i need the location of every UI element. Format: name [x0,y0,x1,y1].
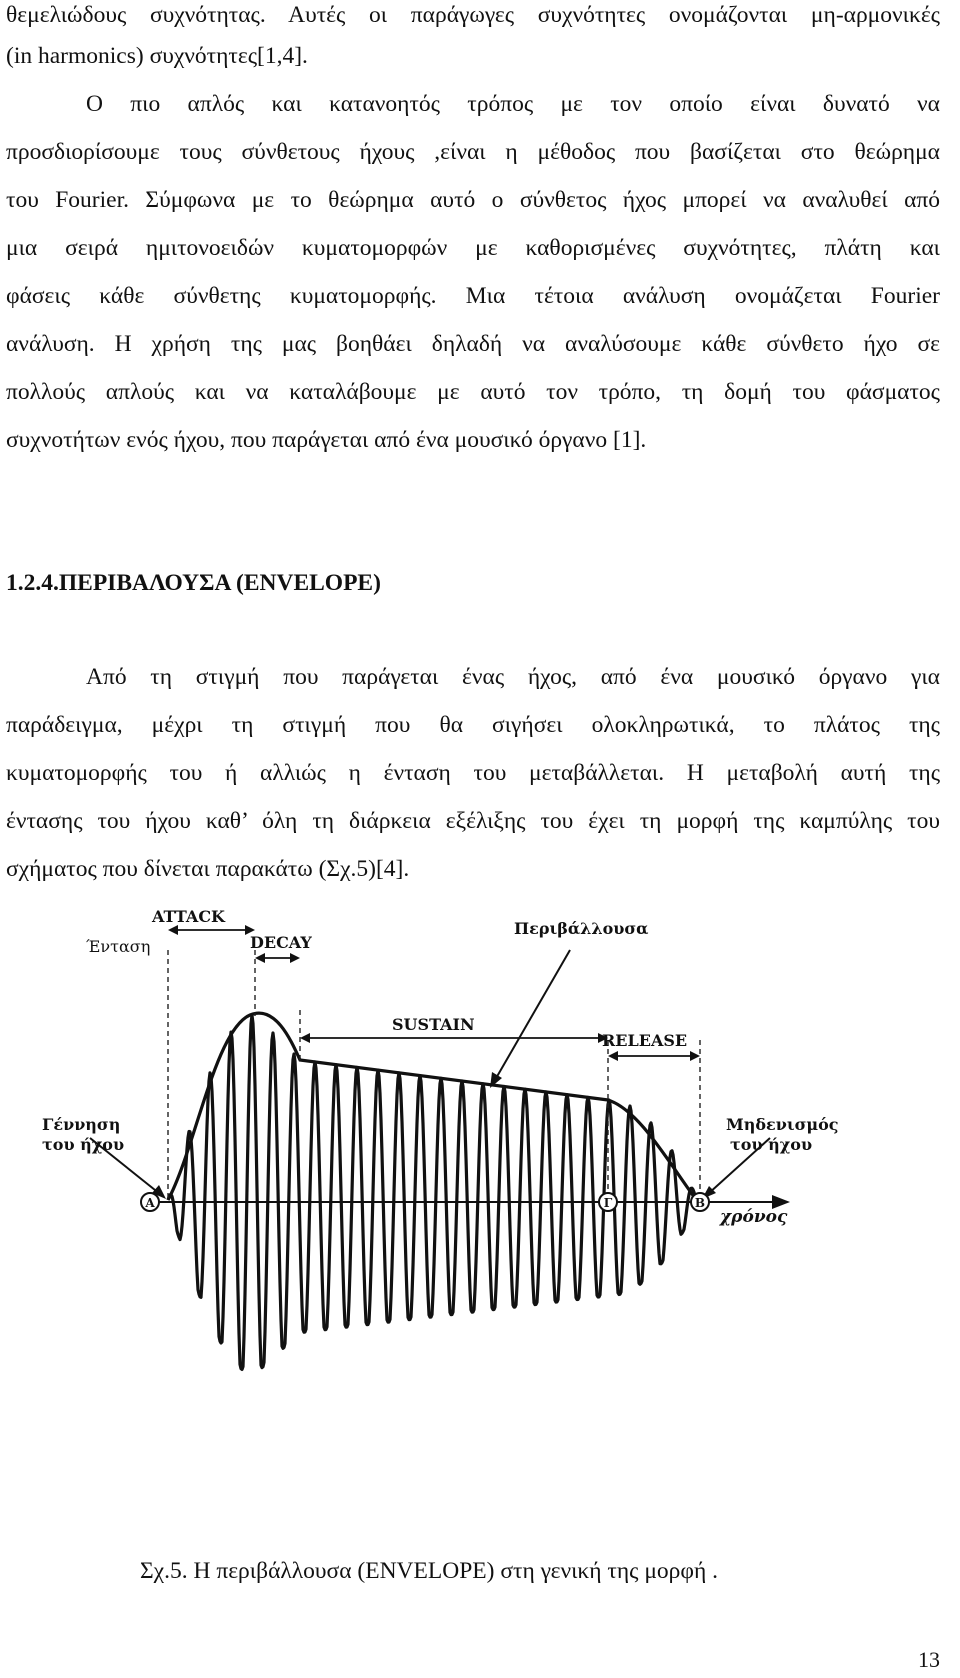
envelope-figure [0,907,960,1350]
point-b-label: B [694,1196,706,1210]
paragraph3-line1: Από τη στιγμή που παράγεται ένας ήχος, από ένα μουσικό όργανο για [86,664,940,690]
paragraph2-line4: μια σειρά ημιτονοειδών κυματομορφών με καθορισμένες συχνότητες, πλάτη και [6,235,940,261]
paragraph3-line2: παράδειγμα, μέχρι τη στιγμή που θα σιγήσει ολοκληρωτικά, το πλάτος της [6,712,940,738]
release-label: RELEASE [602,1031,688,1050]
section-heading: 1.2.4.ΠΕΡΙΒΑΛΟΥΣΑ (ENVELOPE) [6,570,381,596]
sustain-label: SUSTAIN [392,1015,475,1034]
decay-arrow-left [255,953,265,963]
sustain-arrow-left [300,1033,310,1043]
paragraph3-line5: σχήματος που δίνεται παρακάτω (Σχ.5)[4]. [6,856,410,882]
birth-label-line2: του ήχου [42,1135,125,1154]
point-a-label: A [145,1196,155,1210]
waveform-curve [168,1015,700,1369]
intensity-label: Ένταση [86,937,151,956]
paragraph1-line2: (in harmonics) συχνότητες[1,4]. [6,43,308,69]
paragraph1-line1: θεμελιώδους συχνότητας. Αυτές οι παράγωγες συχνότητες ονομάζονται μη-αρμονικές [6,2,940,28]
decay-label: DECAY [250,933,312,952]
birth-label-line1: Γέννηση [42,1115,121,1134]
point-g-label: Γ [603,1196,613,1210]
paragraph2-line6: ανάλυση. Η χρήση της μας βοηθάει δηλαδή να αναλύσουμε κάθε σύνθετο ήχο σε [6,331,940,357]
zero-label-line2: του ήχου [730,1135,813,1154]
figure-caption: Σχ.5. Η περιβάλλουσα (ENVELOPE) στη γενική της μορφή . [140,1558,719,1584]
envelope-pointer-line [495,950,570,1080]
paragraph2-line8: συχνοτήτων ενός ήχου, που παράγεται από ένα μουσικό όργανο [1]. [6,427,647,453]
paragraph3-line4: έντασης του ήχου καθ’ όλη τη διάρκεια εξέλιξης του έχει τη μορφή της καμπύλης του [6,808,940,834]
paragraph2-line1: Ο πιο απλός και κατανοητός τρόπος με τον οποίο είναι δυνατό να [86,91,940,117]
paragraph3-line3: κυματομορφής του ή αλλιώς η ένταση του μεταβάλλεται. Η μεταβολή αυτή της [6,760,940,786]
release-arrow-right [690,1051,700,1061]
release-arrow-left [608,1051,618,1061]
envelope-label: Περιβάλλουσα [514,919,649,938]
paragraph2-line5: φάσεις κάθε σύνθετης κυματομορφής. Μια τέτοια ανάλυση ονομάζεται Fourier [6,283,940,309]
page-number: 13 [918,1647,940,1672]
paragraph2-line2: προσδιορίσουμε τους σύνθετους ήχους ,είναι η μέθοδος που βασίζεται στο θεώρημα [6,139,940,165]
time-label: χρόνος [720,1207,788,1227]
envelope-diagram [0,907,960,1350]
attack-arrow-left [168,925,178,935]
attack-label: ATTACK [152,907,225,926]
decay-arrow-right [290,953,300,963]
paragraph2-line3: του Fourier. Σύμφωνα με το θεώρημα αυτό ο σύνθετος ήχος μπορεί να αναλυθεί από [6,187,940,213]
zero-label-line1: Μηδενισμός [726,1115,839,1134]
paragraph2-line7: πολλούς απλούς και να καταλάβουμε με αυτό τον τρόπο, τη δομή του φάσματος [6,379,940,405]
